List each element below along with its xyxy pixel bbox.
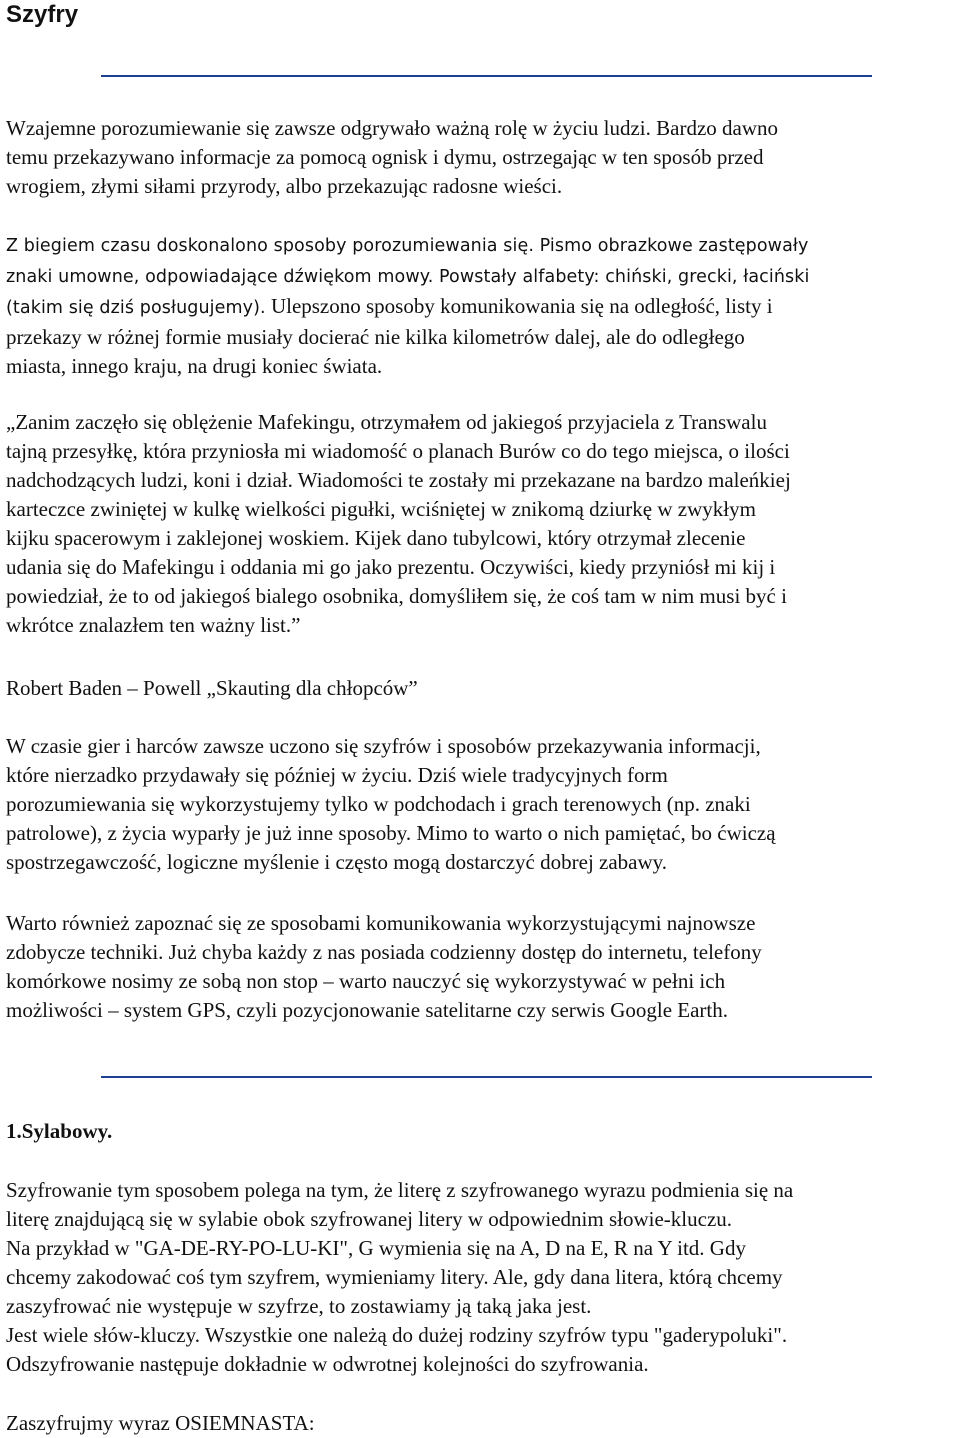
paragraph-history-rest: przekazy w różnej formie musiały docierać nie kilka kilometrów dalej, ale do odległego miasta, innego kraju, na drugi koniec świata. <box>6 325 745 378</box>
horizontal-divider <box>101 1076 872 1078</box>
paragraph-history-serif-text: Ulepszono sposoby komunikowania się na odległość, listy i <box>265 294 773 318</box>
paragraph-quote: „Zanim zaczęło się oblężenie Mafekingu, otrzymałem od jakiegoś przyjaciela z Transwalu tajną przesyłkę, która przyniosła mi wiadomość o planach Burów co do tego miejsca, o ilości nadchodzących ludzi, koni i dział. Wiadomości te zostały mi przekazane na bardzo maleńkiej karteczce zwiniętej w kulkę wielkości pigułki, wciśniętej w znikomą dziurkę w zwykłym kijku spacerowym i zaklejonej woskiem. Kijek dano tubylcowi, który otrzymał zlecenie udania się do Mafekingu i oddania mi go jako prezentu. Oczywiści, kiedy przyniósł mi kij i powiedział, że to od jakiegoś bialego osobnika, domyśliłem się, że coś tam w nim musi być i wkrótce znalazłem ten ważny list.” <box>6 410 791 637</box>
page-title: Szyfry <box>6 1 79 28</box>
paragraph-intro: Wzajemne porozumiewanie się zawsze odgrywało ważną rolę w życiu ludzi. Bardzo dawno temu przekazywano informacje za pomocą ognisk i dymu, ostrzegając w ten sposób przed wrogiem, złymi siłami przyrody, albo przekazując radosne wieści. <box>6 116 779 198</box>
section-heading: 1.Sylabowy. <box>6 1119 113 1143</box>
paragraph-syllabic-cipher: Szyfrowanie tym sposobem polega na tym, że literę z szyfrowanego wyrazu podmienia się na literę znajdującą się w sylabie obok szyfrowanej litery w odpowiednim słowie-kluczu. Na przykład w "GA-DE-RY-PO-LU-KI", G wymienia się na A, D na E, R na Y itd. Gdy chcemy zakodować coś tym szyfrem, wymieniamy litery. Ale, gdy dana litera, którą chcemy zaszyfrować nie występuje w szyfrze, to zostawiamy ją taką jaka jest. Jest wiele słów-kluczy. Wszystkie one należą do dużej rodziny szyfrów typu "gaderypoluki". Odszyfrowanie następuje dokładnie w odwrotnej kolejności do szyfrowania. <box>6 1178 794 1376</box>
paragraph-games: W czasie gier i harców zawsze uczono się szyfrów i sposobów przekazywania informacji, które nierzadko przydawały się później w życiu. Dziś wiele tradycyjnych form porozumiewania się wykorzystujemy tylko w podchodach i grach terenowych (np. znaki patrolowe), z życia wyparły je już inne sposoby. Mimo to warto o nich pamiętać, bo ćwiczą spostrzegawczość, logiczne myślenie i często mogą dostarczyć dobrej zabawy. <box>6 734 776 874</box>
paragraph-history <box>6 230 956 381</box>
horizontal-divider <box>101 75 872 77</box>
paragraph-example: Zaszyfrujmy wyraz OSIEMNASTA: <box>6 1411 315 1435</box>
paragraph-history-sans-text: Z biegiem czasu doskonalono sposoby porozumiewania się. Pismo obrazkowe zastępowały znaki umowne, odpowiadające dźwiękom mowy. Powstały alfabety: chiński, grecki, łaciński (takim się dziś posługujemy). <box>6 236 810 318</box>
quote-attribution: Robert Baden – Powell „Skauting dla chłopców” <box>6 676 418 700</box>
paragraph-technology: Warto również zapoznać się ze sposobami komunikowania wykorzystującymi najnowsze zdobycze techniki. Już chyba każdy z nas posiada codzienny dostęp do internetu, telefony komórkowe nosimy ze sobą non stop – warto nauczyć się wykorzystywać w pełni ich możliwości – system GPS, czyli pozycjonowanie satelitarne czy serwis Google Earth. <box>6 911 762 1022</box>
